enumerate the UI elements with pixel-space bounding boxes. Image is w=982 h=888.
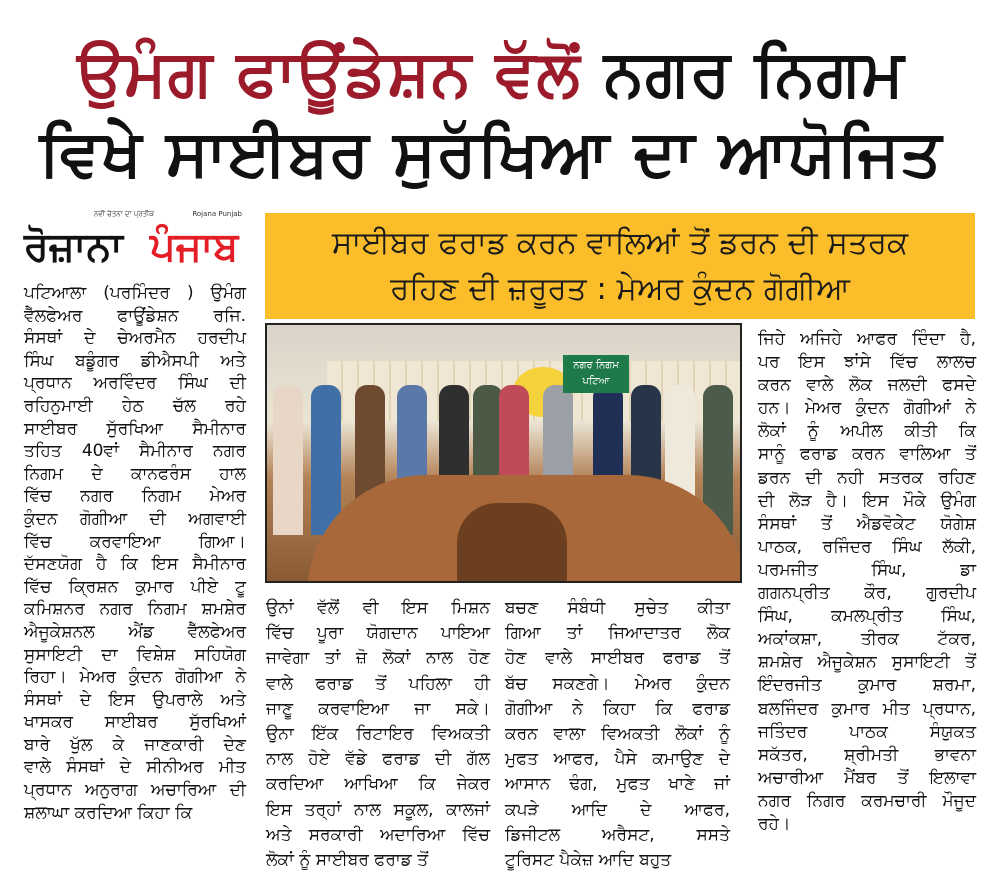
article-line: ਸਾਨੂੰ ਫਰਾਡ ਕਰਨ ਵਾਲਿਆ ਤੋਂ: [758, 444, 976, 465]
article-line: ਕਮਿਸ਼ਨਰ ਨਗਰ ਨਿਗਮ ਸ਼ਮਸ਼ੇਰ: [24, 599, 246, 620]
article-line: ਪਟਿਆਲਾ (ਪਰਮਿੰਦਰ ) ਉਮੰਗ: [24, 283, 246, 303]
article-line: ਵਾਲੇ ਫਰਾਡ ਤੋਂ ਪਹਿਲਾ ਹੀ: [266, 673, 490, 694]
article-column-3: [505, 596, 730, 873]
logo-english-name: Rojana Punjab: [192, 210, 242, 218]
article-line: ਸ਼ਲਾਘਾ ਕਰਦਿਆ ਕਿਹਾ ਕਿ: [24, 802, 193, 823]
article-line: ਡਿਜੀਟਲ ਅਰੈਸਟ, ਸਸਤੇ: [505, 824, 730, 845]
article-column-4: [758, 328, 976, 836]
logo-tagline: ਨਵੀਂ ਚੇਤਨਾ ਦਾ ਪ੍ਰਤੀਕ: [94, 210, 154, 218]
article-line: ਲੋਕਾਂ ਨੂੰ ਅਪੀਲ ਕੀਤੀ ਕਿ: [758, 421, 976, 442]
article-line: ਵਿੱਚ ਨਗਰ ਨਿਗਮ ਮੇਅਰ: [24, 486, 246, 507]
article-line: ਪ੍ਰਧਾਨ ਅਰਵਿੰਦਰ ਸਿੰਘ ਦੀ: [24, 373, 246, 394]
article-line: ਪਰਮਜੀਤ ਸਿੰਘ, ਡਾ: [758, 559, 976, 580]
photo-banner: [563, 355, 629, 393]
article-line: ਐਜੂਕੇਸ਼ਨਲ ਐਂਡ ਵੈੱਲਫੇਅਰ: [24, 621, 246, 642]
headline-line-1: [0, 34, 982, 114]
article-line: ਵਾਲੇ ਸੰਸਥਾਂ ਦੇ ਸੀਨੀਅਰ ਮੀਤ: [24, 757, 246, 778]
article-line: ਤਹਿਤ 40ਵਾਂ ਸੈਮੀਨਾਰ ਨਗਰ: [24, 441, 246, 462]
article-line: ਪਰ ਇਸ ਝਾਂਸੇ ਵਿੱਚ ਲਾਲਚ: [758, 352, 976, 373]
group-photo: [265, 323, 742, 583]
article-line: ਦੱਸਣਯੋਗ ਹੈ ਕਿ ਇਸ ਸੈਮੀਨਾਰ: [24, 554, 246, 575]
article-line: ਬੱਚ ਸਕਣਗੇ। ਮੇਅਰ ਕੁੰਦਨ: [505, 673, 730, 694]
newspaper-logo: [24, 210, 246, 276]
article-line: ਕਰਦਿਆ ਆਖਿਆ ਕਿ ਜੇਕਰ: [266, 774, 490, 795]
headline-line-2: ਵਿਖੇ ਸਾਈਬਰ ਸੁਰੱਖਿਆ ਦਾ ਆਯੋਜਿਤ: [39, 117, 943, 191]
article-line: ਵਿੱਚ ਕ੍ਰਿਸ਼ਨ ਕੁਮਾਰ ਪੀਏ ਟੂ: [24, 576, 246, 597]
article-line: ਕਪੜੇ ਆਦਿ ਦੇ ਆਫਰ,: [505, 799, 730, 820]
article-line: ਦੀ ਲੋੜ ਹੈ। ਇਸ ਮੌਕੇ ਉਮੰਗ: [758, 490, 976, 511]
article-line: ਹੋਣ ਵਾਲੇ ਸਾਈਬਰ ਫਰਾਡ ਤੋਂ: [505, 648, 730, 669]
article-line: ਨਿਗਮ ਦੇ ਕਾਨਫਰੰਸ ਹਾਲ: [24, 463, 246, 484]
article-line: ਗੋਗੀਆ ਨੇ ਕਿਹਾ ਕਿ ਫਰਾਡ: [505, 698, 730, 719]
article-line: ਰਿਹਾ। ਮੇਅਰ ਕੁੰਦਨ ਗੋਗੀਆ ਨੇ: [24, 667, 246, 688]
article-line: ਬਲਜਿੰਦਰ ਕੁਮਾਰ ਮੀਤ ਪ੍ਰਧਾਨ,: [758, 698, 976, 719]
article-line: ਸਿੰਘ, ਕਮਲਪ੍ਰੀਤ ਸਿੰਘ,: [758, 606, 976, 627]
photo-table-center: [457, 503, 567, 583]
article-line: ਟੂਰਿਸਟ ਪੈਕੇਜ਼ ਆਦਿ ਬਹੁਤ: [505, 850, 672, 871]
article-line: ਸੁਸਾਇਟੀ ਦਾ ਵਿਸ਼ੇਸ਼ ਸਹਿਯੋਗ: [24, 644, 246, 665]
subheadline-line-2: ਰਹਿਣ ਦੀ ਜ਼ਰੂਰਤ : ਮੇਅਰ ਕੁੰਦਨ ਗੋਗੀਆ: [390, 271, 850, 307]
article-column-2: [266, 596, 490, 873]
article-line: ਵਿੱਚ ਪੂਰਾ ਯੋਗਦਾਨ ਪਾਇਆ: [266, 623, 490, 644]
article-line: ਸੰਸਥਾਂ ਦੇ ਚੇਅਰਮੈਨ ਹਰਦੀਪ: [24, 328, 246, 349]
article-line: ਜਤਿੰਦਰ ਪਾਠਕ ਸੰਯੁਕਤ: [758, 721, 976, 742]
headline-red-part: ਉਮੰਗ ਫਾਊਂਡੇਸ਼ਨ ਵੱਲੋਂ: [77, 37, 581, 111]
article-line: ਕਰਨ ਵਾਲੇ ਲੋਕ ਜਲਦੀ ਫਸਦੇ: [758, 375, 976, 396]
article-line: ਗਗਨਪ੍ਰੀਤ ਕੌਰ, ਗੁਰਦੀਪ: [758, 583, 976, 604]
article-line: ਡਰਨ ਦੀ ਨਹੀ ਸਤਰਕ ਰਹਿਣ: [758, 467, 976, 488]
logo-word-2: ਪੰਜਾਬ: [150, 224, 239, 270]
article-line: ਸ਼ਮਸ਼ੇਰ ਐਜੂਕੇਸ਼ਨ ਸੁਸਾਇਟੀ ਤੋਂ: [758, 652, 976, 673]
article-line: ਪ੍ਰਧਾਨ ਅਨੁਰਾਗ ਅਚਾਰਿਆ ਦੀ: [24, 780, 246, 801]
article-line: ਆਸਾਨ ਢੰਗ, ਮੁਫਤ ਖਾਣੇ ਜਾਂ: [505, 774, 730, 795]
article-line: ਨਾਲ ਹੋਏ ਵੱਡੇ ਫਰਾਡ ਦੀ ਗੱਲ: [266, 749, 490, 770]
article-line: ਅਚਾਰੀਆ ਮੈਂਬਰ ਤੋਂ ਇਲਾਵਾ: [758, 767, 976, 788]
article-line: ਸੰਸਥਾਂ ਤੋਂ ਐਡਵੋਕੇਟ ਯੋਗੇਸ਼: [758, 513, 976, 534]
article-line: ਸਾਈਬਰ ਸੁੱਰਖਿਆ ਸੈਮੀਨਾਰ: [24, 418, 246, 439]
photo-person: [311, 385, 341, 535]
article-line: ਰਹਿਨੁਮਾਈ ਹੇਠ ਚੱਲ ਰਹੇ: [24, 395, 246, 416]
subheadline-box: [265, 213, 975, 319]
article-line: ਗਿਆ ਤਾਂ ਜਿਆਦਾਤਰ ਲੋਕ: [505, 623, 730, 644]
article-line: ਜਾਣੂ ਕਰਵਾਇਆ ਜਾ ਸਕੇ।: [266, 698, 490, 719]
article-line: ਅਤੇ ਸਰਕਾਰੀ ਅਦਾਰਿਆ ਵਿੱਚ: [266, 824, 490, 845]
logo-word-1: ਰੋਜ਼ਾਨਾ: [24, 224, 123, 270]
article-line: ਜਾਵੇਗਾ ਤਾਂ ਜ਼ੋ ਲੋਕਾਂ ਨਾਲ ਹੋਣ: [266, 648, 490, 669]
article-line: ਲੋਕਾਂ ਨੂੰ ਸਾਈਬਰ ਫਰਾਡ ਤੋਂ: [266, 850, 429, 871]
subheadline-line-1: ਸਾਈਬਰ ਫਰਾਡ ਕਰਨ ਵਾਲਿਆਂ ਤੋਂ ਡਰਨ ਦੀ ਸਤਰਕ: [331, 225, 909, 261]
article-line: ਸਕੱਤਰ, ਸ਼੍ਰੀਮਤੀ ਭਾਵਨਾ: [758, 744, 976, 765]
article-line: ਮੁਫਤ ਆਫਰ, ਪੈਸੇ ਕਮਾਉਣ ਦੇ: [505, 749, 730, 770]
article-line: ਸਿੰਘ ਬਡੂੰਗਰ ਡੀਐਸਪੀ ਅਤੇ: [24, 350, 246, 371]
article-line: ਕਰਨ ਵਾਲਾ ਵਿਅਕਤੀ ਲੋਕਾਂ ਨੂੰ: [505, 724, 730, 745]
article-line: ਇਸ ਤਰ੍ਹਾਂ ਨਾਲ ਸਕੂਲ, ਕਾਲਜਾਂ: [266, 799, 490, 820]
photo-banner-line-1: ਨਗਰ ਨਿਗਮ: [573, 360, 619, 371]
article-column-1: [24, 282, 246, 824]
article-line: ਜਿਹੇ ਅਜਿਹੇ ਆਫਰ ਦਿੰਦਾ ਹੈ,: [758, 329, 976, 349]
article-line: ਪਾਠਕ, ਰਜਿੰਦਰ ਸਿੰਘ ਲੱਕੀ,: [758, 536, 976, 557]
article-line: ਵਿੱਚ ਕਰਵਾਇਆ ਗਿਆ।: [24, 531, 246, 552]
article-line: ਸੰਸਥਾਂ ਦੇ ਇਸ ਉਪਰਾਲੇ ਅਤੇ: [24, 689, 246, 710]
article-line: ਨਗਰ ਨਿਗਰ ਕਰਮਚਾਰੀ ਮੌਜੂਦ: [758, 790, 976, 811]
article-line: ਅਕਾਂਕਸ਼ਾ, ਤੀਰਕ ਟੱਕਰ,: [758, 629, 976, 650]
article-line: ਉਨਾ ਇੱਕ ਰਿਟਾਇਰ ਵਿਅਕਤੀ: [266, 724, 490, 745]
article-line: ਬਾਰੇ ਖੁੱਲ ਕੇ ਜਾਣਕਾਰੀ ਦੇਣ: [24, 734, 246, 755]
article-line: ਵੈੱਲਫੇਅਰ ਫਾਊਂਡੇਸ਼ਨ ਰਜਿ.: [24, 305, 246, 326]
article-line: ਇੰਦਰਜੀਤ ਕੁਮਾਰ ਸ਼ਰਮਾ,: [758, 675, 976, 696]
photo-banner-line-2: ਪਟਿਆ: [582, 376, 610, 387]
article-line: ਉਨਾਂ ਵੱਲੋਂ ਵੀ ਇਸ ਮਿਸ਼ਨ: [266, 598, 490, 618]
article-line: ਹਨ। ਮੇਅਰ ਕੁੰਦਨ ਗੋਗੀਆਂ ਨੇ: [758, 398, 976, 419]
article-line: ਕੁੰਦਨ ਗੋਗੀਆ ਦੀ ਅਗਵਾਈ: [24, 508, 246, 529]
photo-person: [273, 385, 303, 535]
article-line: ਰਹੇ।: [758, 813, 791, 834]
article-line: ਬਚਣ ਸੰਬੰਧੀ ਸੁਚੇਤ ਕੀਤਾ: [505, 598, 730, 618]
article-line: ਖਾਸਕਰ ਸਾਈਬਰ ਸੁੱਰਖਿਆਂ: [24, 712, 246, 733]
headline-black-part: ਨਗਰ ਨਿਗਮ: [603, 37, 905, 111]
